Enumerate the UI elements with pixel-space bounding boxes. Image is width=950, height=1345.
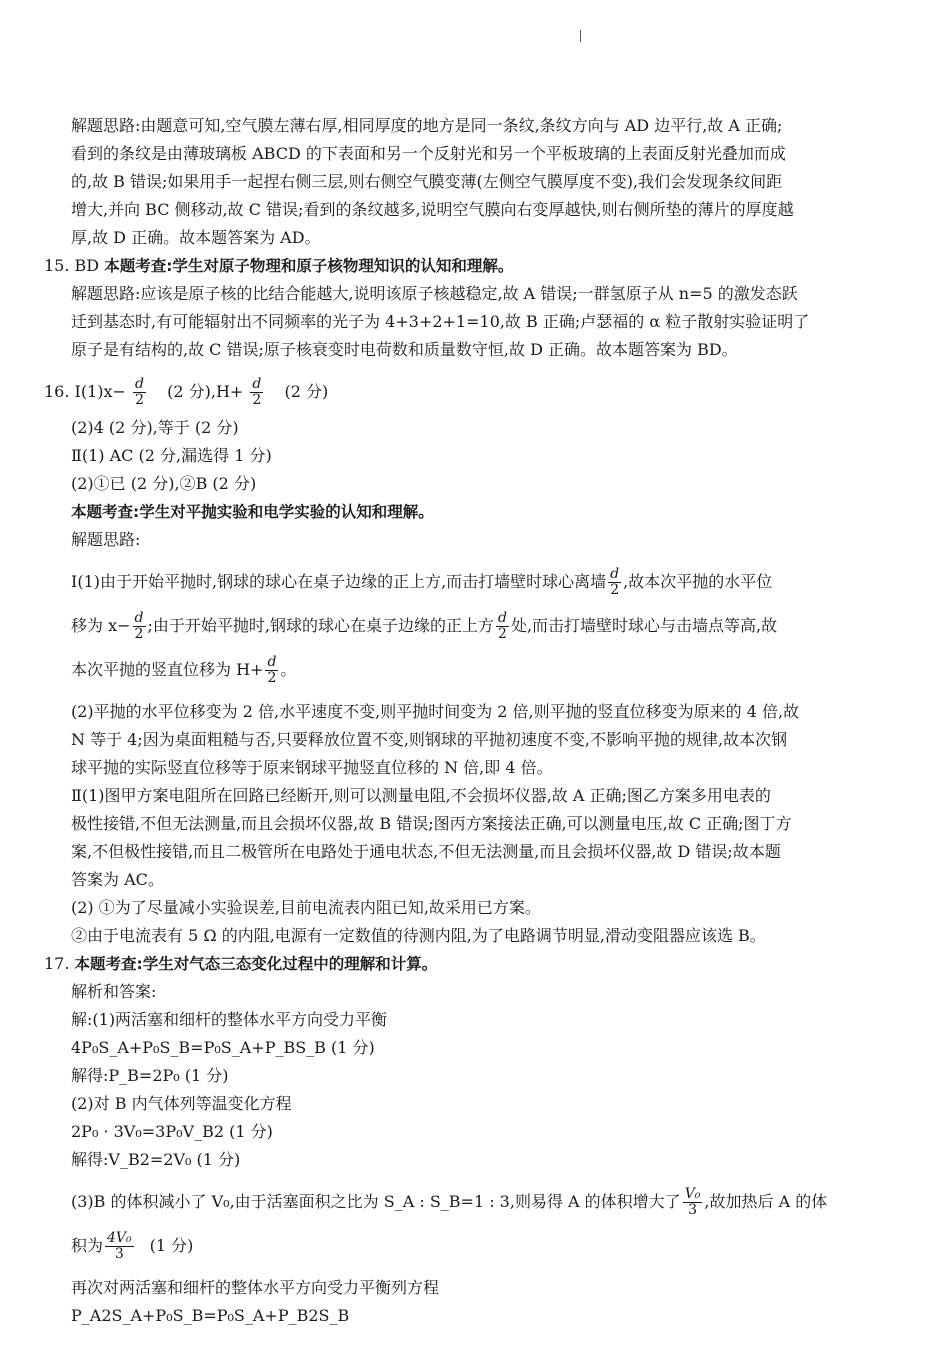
fraction-d-over-2 <box>133 611 146 642</box>
text-span: 。 <box>280 660 297 679</box>
text-line: 原子是有结构的,故 C 错误;原子核衰变时电荷数和质量数守恒,故 D 正确。故本题答案为 BD。 <box>71 340 738 359</box>
equation-line: 4P₀S_A+P₀S_B=P₀S_A+P_BS_B (1 分) <box>71 1038 375 1057</box>
answer-line <box>44 370 910 414</box>
section-14-explanation <box>44 112 910 252</box>
text-line: 解题思路:应该是原子核的比结合能越大,说明该原子核越稳定,故 A 错误;一群氢原子从 n=5 的激发态跃 <box>71 284 798 303</box>
text-line: 解得:V_B2=2V₀ (1 分) <box>71 1150 241 1169</box>
text-line <box>44 604 910 648</box>
fraction-numerator: d <box>252 376 262 392</box>
text-line: N 等于 4;因为桌面粗糙与否,只要释放位置不变,则钢球的平抛初速度不变,不影响平抛的规律,故本次钢 <box>71 730 788 749</box>
fraction-4v0-over-3 <box>105 1231 134 1262</box>
fraction-numerator: d <box>497 610 507 626</box>
text-line: 再次对两活塞和细杆的整体水平方向受力平衡列方程 <box>71 1278 440 1297</box>
equation-line: P_A2S_A+P₀S_B=P₀S_A+P_B2S_B <box>71 1306 350 1325</box>
text-line: Ⅱ(1) AC (2 分,漏选得 1 分) <box>71 446 272 465</box>
text-line: (2)4 (2 分),等于 (2 分) <box>71 418 239 437</box>
text-span: 移为 x− <box>71 616 131 635</box>
text-line: 解题思路: <box>71 530 141 549</box>
text-line: 看到的条纹是由薄玻璃板 ABCD 的下表面和另一个反射光和另一个平板玻璃的上表面反射光叠加而成 <box>71 144 786 163</box>
fraction-denominator: 2 <box>610 582 620 598</box>
question-number: 15. BD <box>44 256 100 275</box>
question-heading <box>44 252 910 280</box>
section-17 <box>44 950 910 1330</box>
text-line: 增大,并向 BC 侧移动,故 C 错误;看到的条纹越多,说明空气膜向右变厚越快,则右侧所垫的薄片的厚度越 <box>71 200 794 219</box>
text-line: 的,故 B 错误;如果用手一起捏右侧三层,则右侧空气膜变薄(左侧空气膜厚度不变),我们会发现条纹间距 <box>71 172 783 191</box>
fraction-denominator: 2 <box>252 392 262 408</box>
fraction-denominator: 3 <box>688 1202 698 1218</box>
text-line: (2)平抛的水平位移变为 2 倍,水平速度不变,则平抛时间变为 2 倍,则平抛的竖直位移变为原来的 4 倍,故 <box>71 702 800 721</box>
text-line <box>44 560 910 604</box>
fraction-numerator: V₀ <box>684 1186 701 1202</box>
text-line <box>44 1180 910 1224</box>
text-line: 迁到基态时,有可能辐射出不同频率的光子为 4+3+2+1=10,故 B 正确;卢瑟福的 α 粒子散射实验证明了 <box>71 312 810 331</box>
fraction-numerator: d <box>135 376 145 392</box>
text-line: 案,不但极性接错,而且二极管所在电路处于通电状态,不但无法测量,而且会损坏仪器,故 D 错误;故本题 <box>71 842 781 861</box>
fraction-numerator: 4V₀ <box>107 1230 132 1246</box>
section-15 <box>44 252 910 364</box>
text-line: 球平抛的实际竖直位移等于原来钢球平抛竖直位移的 N 倍,即 4 倍。 <box>71 758 553 777</box>
text-line: 厚,故 D 正确。故本题答案为 AD。 <box>71 228 321 247</box>
fraction-numerator: d <box>267 654 277 670</box>
fraction-d-over-2 <box>250 377 263 408</box>
answer-text: (2 分) <box>284 382 329 401</box>
text-span: ,故本次平抛的水平位 <box>623 572 773 591</box>
fraction-denominator: 2 <box>267 670 277 686</box>
text-line: 解题思路:由题意可知,空气膜左薄右厚,相同厚度的地方是同一条纹,条纹方向与 AD 边平行,故 A 正确; <box>71 116 783 135</box>
text-span: ;由于开始平抛时,钢球的球心在桌子边缘的正上方 <box>147 616 494 635</box>
text-line: Ⅱ(1)图甲方案电阻所在回路已经断开,则可以测量电阻,不会损坏仪器,故 A 正确;图乙方案多用电表的 <box>71 786 771 805</box>
answer-text: (2 分),H+ <box>167 382 244 401</box>
text-line <box>44 648 910 692</box>
fraction-numerator: d <box>134 610 144 626</box>
text-span: 处,而击打墙壁时球心与击墙点等高,故 <box>510 616 778 635</box>
question-topic: 本题考查:学生对原子物理和原子核物理知识的认知和理解。 <box>104 257 514 275</box>
fraction-d-over-2 <box>265 655 278 686</box>
text-line: (2) ①为了尽量减小实验误差,目前电流表内阻已知,故采用已方案。 <box>71 898 541 917</box>
fraction-d-over-2 <box>133 377 146 408</box>
text-line: 解得:P_B=2P₀ (1 分) <box>71 1066 229 1085</box>
question-topic: 本题考查:学生对平抛实验和电学实验的认知和理解。 <box>71 503 434 521</box>
text-line: ②由于电流表有 5 Ω 的内阻,电源有一定数值的待测内阻,为了电路调节明显,滑动变阻器应该选 B。 <box>71 926 766 945</box>
text-span: Ⅰ(1)由于开始平抛时,钢球的球心在桌子边缘的正上方,而击打墙壁时球心离墙 <box>71 572 607 591</box>
text-span: (3)B 的体积减小了 V₀,由于活塞面积之比为 S_A : S_B=1 : 3,则易得 A 的体积增大了 <box>71 1192 681 1211</box>
fraction-denominator: 3 <box>114 1246 124 1262</box>
answer-text: 16. Ⅰ(1)x− <box>44 382 126 401</box>
text-line: 解:(1)两活塞和细杆的整体水平方向受力平衡 <box>71 1010 388 1029</box>
fraction-d-over-2 <box>608 567 621 598</box>
question-topic: 本题考查:学生对气态三态变化过程中的理解和计算。 <box>74 955 438 973</box>
question-heading <box>44 950 910 978</box>
question-number: 17. <box>44 954 70 973</box>
text-span: (1 分) <box>149 1236 194 1255</box>
text-line: (2)①已 (2 分),②B (2 分) <box>71 474 257 493</box>
fraction-denominator: 2 <box>134 626 144 642</box>
fraction-denominator: 2 <box>135 392 144 408</box>
answer-content <box>44 112 910 1330</box>
text-span: ,故加热后 A 的体 <box>704 1192 828 1211</box>
text-line: 极性接错,不但无法测量,而且会损坏仪器,故 B 错误;图丙方案接法正确,可以测量电压,故 C 正确;图丁方 <box>71 814 792 833</box>
fraction-d-over-2 <box>496 611 509 642</box>
text-span: 积为 <box>71 1236 104 1255</box>
text-line <box>44 1224 910 1268</box>
fraction-numerator: d <box>610 566 620 582</box>
text-line: (2)对 B 内气体列等温变化方程 <box>71 1094 292 1113</box>
text-line: 答案为 AC。 <box>71 870 164 889</box>
fraction-v0-over-3 <box>683 1187 703 1218</box>
fraction-denominator: 2 <box>498 626 507 642</box>
text-line: 解析和答案: <box>71 982 157 1001</box>
section-16 <box>44 370 910 950</box>
text-span: 本次平抛的竖直位移为 H+ <box>71 660 264 679</box>
equation-line: 2P₀ · 3V₀=3P₀V_B2 (1 分) <box>71 1122 273 1141</box>
top-mark <box>580 30 581 42</box>
